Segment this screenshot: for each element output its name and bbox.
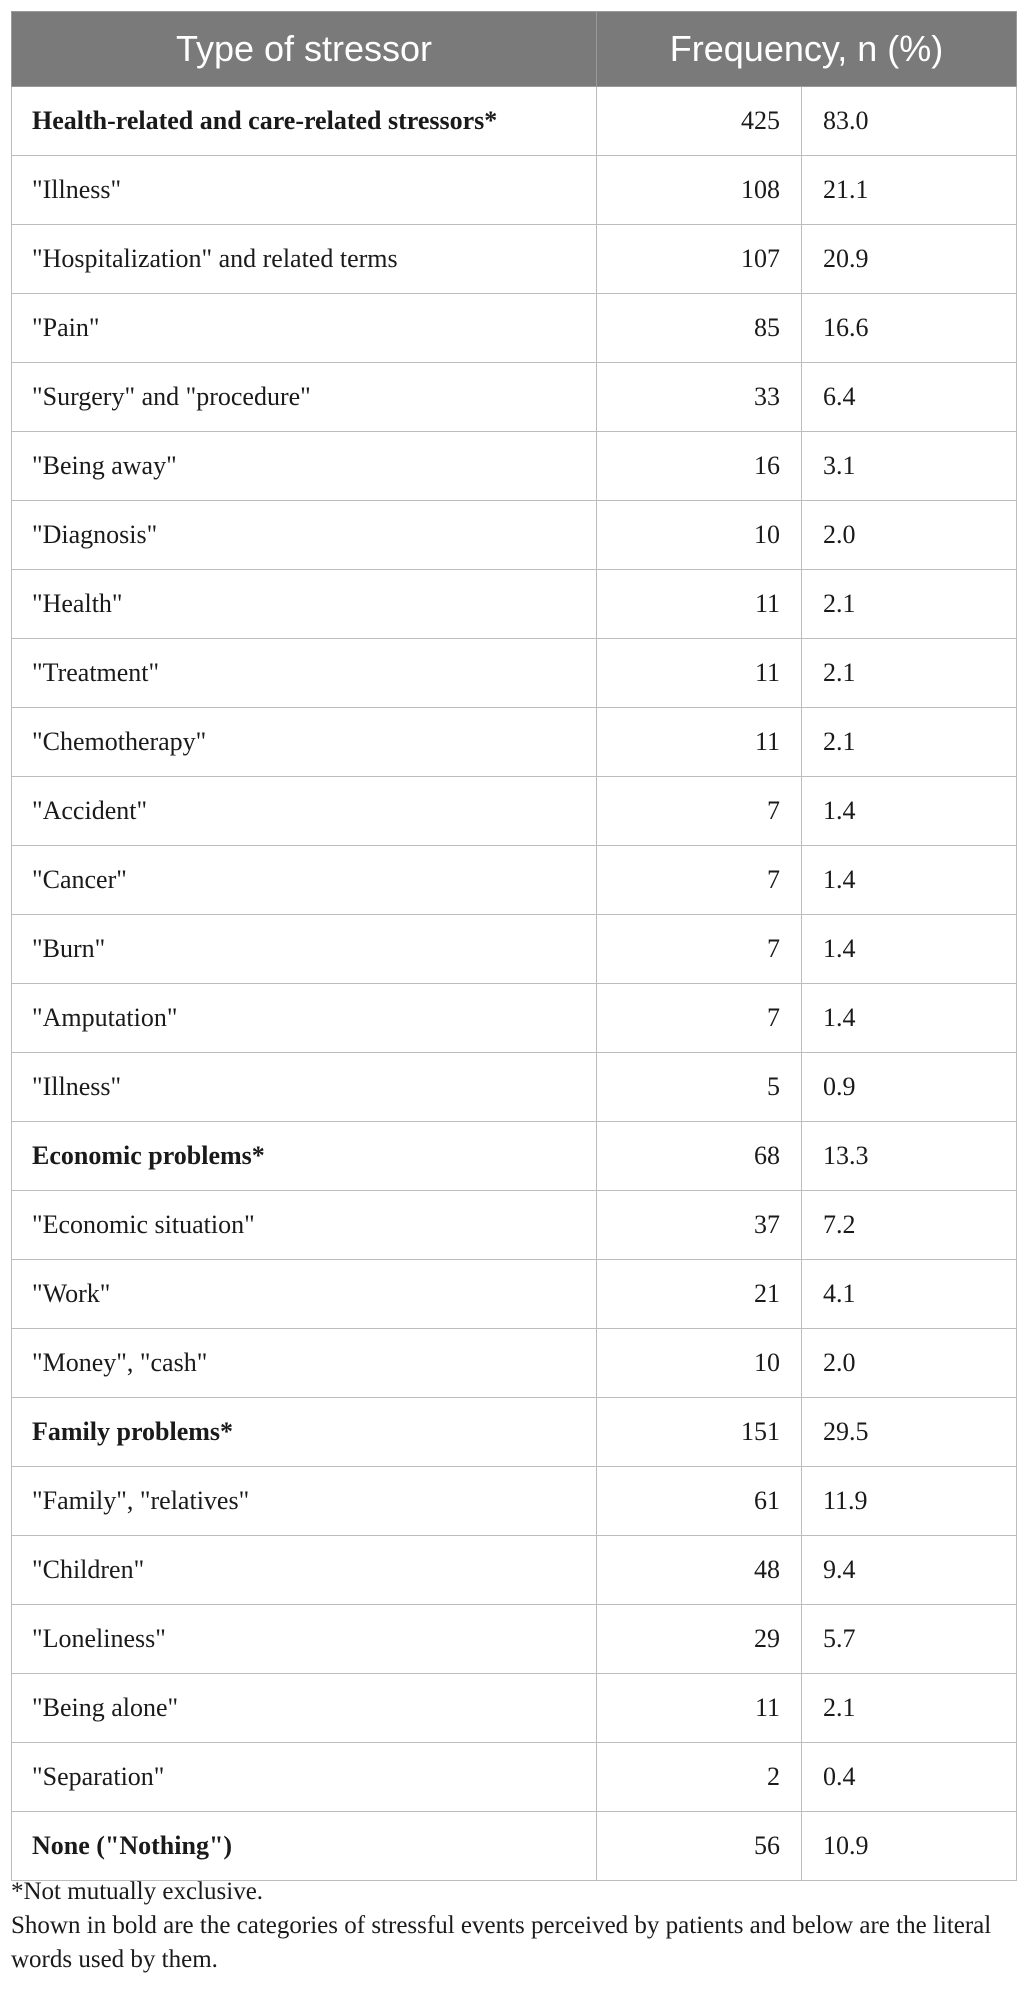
stressor-label: "Surgery" and "procedure" <box>12 363 597 432</box>
header-frequency: Frequency, n (%) <box>597 12 1017 87</box>
table-row <box>12 915 1017 984</box>
stressor-label: "Illness" <box>12 156 597 225</box>
table-row-category <box>12 1812 1017 1881</box>
table-row <box>12 294 1017 363</box>
table-row <box>12 225 1017 294</box>
table-row <box>12 1674 1017 1743</box>
table-row <box>12 1191 1017 1260</box>
table-row <box>12 984 1017 1053</box>
frequency-count: 21 <box>597 1260 802 1329</box>
frequency-percent: 29.5 <box>802 1398 1017 1467</box>
stressor-label: "Amputation" <box>12 984 597 1053</box>
frequency-count: 85 <box>597 294 802 363</box>
stressor-label: "Treatment" <box>12 639 597 708</box>
table-row <box>12 1053 1017 1122</box>
frequency-count: 11 <box>597 570 802 639</box>
table-row <box>12 1536 1017 1605</box>
frequency-count: 151 <box>597 1398 802 1467</box>
stressor-label: "Separation" <box>12 1743 597 1812</box>
table-row <box>12 1329 1017 1398</box>
frequency-count: 108 <box>597 156 802 225</box>
stressor-label: "Health" <box>12 570 597 639</box>
frequency-percent: 6.4 <box>802 363 1017 432</box>
table-row <box>12 1605 1017 1674</box>
frequency-count: 33 <box>597 363 802 432</box>
frequency-count: 29 <box>597 1605 802 1674</box>
frequency-count: 10 <box>597 501 802 570</box>
table-header-row <box>12 12 1017 87</box>
frequency-percent: 2.1 <box>802 708 1017 777</box>
bold-explanation-note: Shown in bold are the categories of stressful events perceived by patients and below are the literal words used by them. <box>11 1912 992 1973</box>
frequency-count: 107 <box>597 225 802 294</box>
frequency-count: 7 <box>597 777 802 846</box>
frequency-percent: 7.2 <box>802 1191 1017 1260</box>
frequency-count: 11 <box>597 639 802 708</box>
stressor-label: "Being alone" <box>12 1674 597 1743</box>
stressor-label: "Burn" <box>12 915 597 984</box>
table-row-category <box>12 1122 1017 1191</box>
stressor-label: "Pain" <box>12 294 597 363</box>
stressor-label: None ("Nothing") <box>12 1812 597 1881</box>
frequency-percent: 2.0 <box>802 1329 1017 1398</box>
stressor-label: "Economic situation" <box>12 1191 597 1260</box>
frequency-percent: 21.1 <box>802 156 1017 225</box>
frequency-percent: 2.1 <box>802 1674 1017 1743</box>
frequency-percent: 2.1 <box>802 639 1017 708</box>
frequency-count: 5 <box>597 1053 802 1122</box>
table-row <box>12 570 1017 639</box>
table-row <box>12 363 1017 432</box>
frequency-count: 61 <box>597 1467 802 1536</box>
stressor-label: "Diagnosis" <box>12 501 597 570</box>
stressor-label: Family problems* <box>12 1398 597 1467</box>
table-row <box>12 846 1017 915</box>
table-row-category <box>12 87 1017 156</box>
frequency-percent: 1.4 <box>802 915 1017 984</box>
frequency-percent: 1.4 <box>802 777 1017 846</box>
frequency-count: 7 <box>597 984 802 1053</box>
frequency-percent: 1.4 <box>802 846 1017 915</box>
table-row <box>12 708 1017 777</box>
table-row <box>12 777 1017 846</box>
frequency-percent: 83.0 <box>802 87 1017 156</box>
footnote: *Not mutually exclusive. <box>11 1878 264 1905</box>
stressor-label: "Hospitalization" and related terms <box>12 225 597 294</box>
frequency-count: 56 <box>597 1812 802 1881</box>
table-row <box>12 501 1017 570</box>
table-row <box>12 156 1017 225</box>
frequency-percent: 9.4 <box>802 1536 1017 1605</box>
table-body <box>12 87 1017 1881</box>
header-type-of-stressor: Type of stressor <box>12 12 597 87</box>
table-notes <box>11 1875 1016 1977</box>
frequency-count: 2 <box>597 1743 802 1812</box>
stressor-label: "Illness" <box>12 1053 597 1122</box>
frequency-count: 37 <box>597 1191 802 1260</box>
frequency-count: 425 <box>597 87 802 156</box>
frequency-percent: 0.9 <box>802 1053 1017 1122</box>
stressor-label: "Children" <box>12 1536 597 1605</box>
stressor-label: "Cancer" <box>12 846 597 915</box>
frequency-count: 7 <box>597 846 802 915</box>
stressor-label: "Chemotherapy" <box>12 708 597 777</box>
stressor-label: "Being away" <box>12 432 597 501</box>
stressor-label: Health-related and care-related stressors* <box>12 87 597 156</box>
frequency-percent: 20.9 <box>802 225 1017 294</box>
stressor-label: "Family", "relatives" <box>12 1467 597 1536</box>
stressor-label: "Work" <box>12 1260 597 1329</box>
frequency-percent: 13.3 <box>802 1122 1017 1191</box>
frequency-count: 16 <box>597 432 802 501</box>
stressor-label: Economic problems* <box>12 1122 597 1191</box>
stressor-label: "Money", "cash" <box>12 1329 597 1398</box>
frequency-percent: 11.9 <box>802 1467 1017 1536</box>
frequency-percent: 3.1 <box>802 432 1017 501</box>
table-row <box>12 1467 1017 1536</box>
table-row <box>12 1260 1017 1329</box>
stressor-table-container <box>11 11 1016 1881</box>
frequency-count: 11 <box>597 1674 802 1743</box>
frequency-count: 11 <box>597 708 802 777</box>
table-row <box>12 432 1017 501</box>
stressor-label: "Loneliness" <box>12 1605 597 1674</box>
frequency-count: 48 <box>597 1536 802 1605</box>
frequency-count: 10 <box>597 1329 802 1398</box>
frequency-percent: 0.4 <box>802 1743 1017 1812</box>
frequency-percent: 2.1 <box>802 570 1017 639</box>
frequency-percent: 2.0 <box>802 501 1017 570</box>
stressor-frequency-table <box>11 11 1017 1881</box>
frequency-percent: 1.4 <box>802 984 1017 1053</box>
frequency-percent: 4.1 <box>802 1260 1017 1329</box>
table-row <box>12 1743 1017 1812</box>
stressor-label: "Accident" <box>12 777 597 846</box>
frequency-count: 7 <box>597 915 802 984</box>
frequency-percent: 10.9 <box>802 1812 1017 1881</box>
table-row <box>12 639 1017 708</box>
frequency-percent: 16.6 <box>802 294 1017 363</box>
frequency-count: 68 <box>597 1122 802 1191</box>
frequency-percent: 5.7 <box>802 1605 1017 1674</box>
table-row-category <box>12 1398 1017 1467</box>
